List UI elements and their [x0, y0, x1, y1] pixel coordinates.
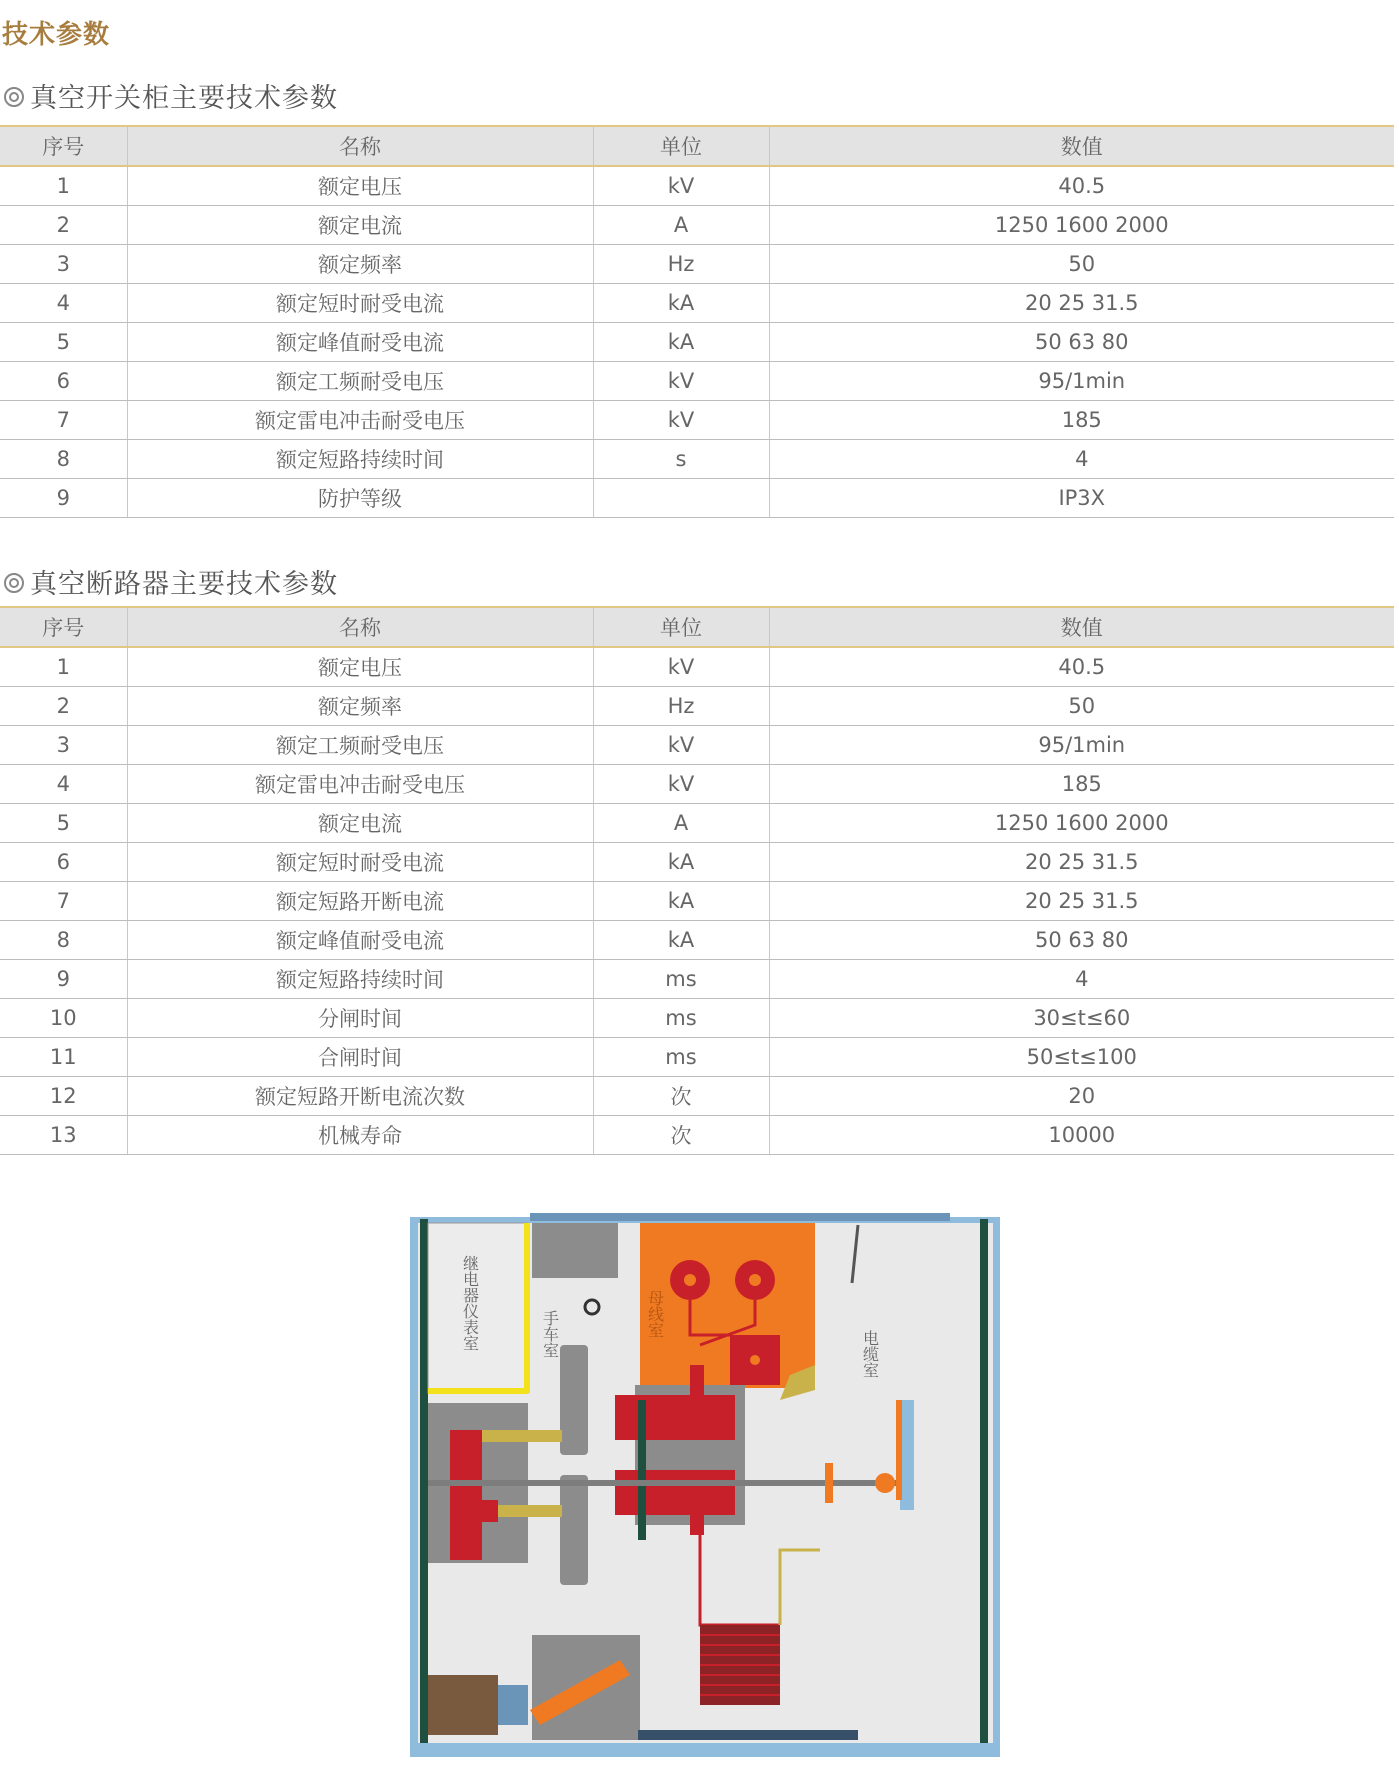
cell-index: 4 — [0, 765, 127, 804]
table-row — [0, 323, 1394, 362]
header-index: 序号 — [0, 126, 127, 166]
left-frame-bar — [420, 1219, 428, 1743]
table-row — [0, 687, 1394, 726]
busbar-core — [750, 1355, 760, 1365]
table-row — [0, 401, 1394, 440]
double-circle-icon — [4, 573, 24, 593]
cell-unit: 次 — [593, 1077, 769, 1116]
table-header-row — [0, 126, 1394, 166]
cell-unit: kA — [593, 921, 769, 960]
cell-value: 20 — [769, 1077, 1394, 1116]
cell-value: 185 — [769, 765, 1394, 804]
table-row — [0, 960, 1394, 999]
cell-name: 额定短路持续时间 — [127, 960, 593, 999]
table-row — [0, 765, 1394, 804]
cable-room-bracket — [900, 1400, 914, 1510]
conductor — [450, 1430, 482, 1560]
cell-index: 9 — [0, 479, 127, 518]
table-row — [0, 479, 1394, 518]
header-name: 名称 — [127, 607, 593, 647]
cell-unit: kA — [593, 843, 769, 882]
partition — [638, 1400, 646, 1540]
breaker-pole — [560, 1345, 588, 1455]
cell-name: 合闸时间 — [127, 1038, 593, 1077]
cell-name: 额定短路开断电流次数 — [127, 1077, 593, 1116]
busbar-room — [640, 1223, 815, 1388]
table-row — [0, 921, 1394, 960]
cell-index: 6 — [0, 362, 127, 401]
cell-index: 3 — [0, 245, 127, 284]
contact-arm — [482, 1430, 562, 1442]
floor-rail — [638, 1730, 858, 1740]
label-cable-room: 电缆室 — [860, 1330, 880, 1378]
cell-value: IP3X — [769, 479, 1394, 518]
cell-index: 1 — [0, 647, 127, 687]
cell-unit: Hz — [593, 245, 769, 284]
cell-name: 额定峰值耐受电流 — [127, 323, 593, 362]
cell-name: 额定雷电冲击耐受电压 — [127, 765, 593, 804]
table-row — [0, 726, 1394, 765]
header-unit: 单位 — [593, 126, 769, 166]
table-row — [0, 440, 1394, 479]
page-heading: 技术参数 — [2, 20, 111, 50]
table-row — [0, 647, 1394, 687]
cell-name: 额定峰值耐受电流 — [127, 921, 593, 960]
cell-value: 185 — [769, 401, 1394, 440]
relay-room-divider — [428, 1388, 528, 1394]
table-row — [0, 206, 1394, 245]
cell-value: 95/1min — [769, 726, 1394, 765]
cell-index: 13 — [0, 1116, 127, 1155]
upper-contact-stem — [690, 1365, 704, 1400]
header-unit: 单位 — [593, 607, 769, 647]
cell-name: 额定工频耐受电压 — [127, 362, 593, 401]
cell-value: 30≤t≤60 — [769, 999, 1394, 1038]
label-relay-room: 继电器仪表室 — [460, 1255, 480, 1351]
cell-value: 95/1min — [769, 362, 1394, 401]
cell-name: 额定雷电冲击耐受电压 — [127, 401, 593, 440]
table-row — [0, 166, 1394, 206]
cell-value: 50 63 80 — [769, 921, 1394, 960]
cell-unit: s — [593, 440, 769, 479]
cell-value: 4 — [769, 440, 1394, 479]
cell-unit: kA — [593, 882, 769, 921]
cell-name: 额定工频耐受电压 — [127, 726, 593, 765]
cell-index: 5 — [0, 804, 127, 843]
cell-index: 4 — [0, 284, 127, 323]
transformer-windings — [700, 1635, 780, 1695]
cable-room-rail — [896, 1400, 902, 1500]
base-compartment — [428, 1675, 498, 1735]
conductor — [482, 1500, 498, 1522]
cell-name: 分闸时间 — [127, 999, 593, 1038]
breaker-spec-table — [0, 606, 1394, 1155]
cell-index: 10 — [0, 999, 127, 1038]
cell-unit: kV — [593, 726, 769, 765]
header-value: 数值 — [769, 126, 1394, 166]
cell-index: 3 — [0, 726, 127, 765]
cell-value: 1250 1600 2000 — [769, 804, 1394, 843]
top-plate — [650, 1213, 950, 1221]
breaker-pole — [560, 1475, 588, 1585]
cell-unit: ms — [593, 1038, 769, 1077]
cell-value: 4 — [769, 960, 1394, 999]
cell-unit: kV — [593, 362, 769, 401]
cell-index: 8 — [0, 921, 127, 960]
lower-contact-stem — [690, 1510, 704, 1535]
cell-value: 50≤t≤100 — [769, 1038, 1394, 1077]
cell-name: 额定电压 — [127, 166, 593, 206]
cell-index: 7 — [0, 882, 127, 921]
cell-unit: ms — [593, 999, 769, 1038]
cell-value: 50 — [769, 245, 1394, 284]
table-header-row — [0, 607, 1394, 647]
header-index: 序号 — [0, 607, 127, 647]
right-frame-bar — [980, 1219, 988, 1743]
busbar-core — [684, 1274, 696, 1286]
cell-name: 额定短时耐受电流 — [127, 284, 593, 323]
cell-index: 11 — [0, 1038, 127, 1077]
cell-unit: kA — [593, 284, 769, 323]
section-title-text: 真空开关柜主要技术参数 — [30, 83, 338, 114]
cell-value: 40.5 — [769, 166, 1394, 206]
cell-name: 额定短时耐受电流 — [127, 843, 593, 882]
shaft-end — [875, 1473, 895, 1493]
cell-value: 1250 1600 2000 — [769, 206, 1394, 245]
table-row — [0, 882, 1394, 921]
cell-name: 机械寿命 — [127, 1116, 593, 1155]
cell-index: 9 — [0, 960, 127, 999]
cell-name: 额定电压 — [127, 647, 593, 687]
cell-unit: kV — [593, 401, 769, 440]
cell-unit: ms — [593, 960, 769, 999]
busbar-core — [749, 1274, 761, 1286]
header-name: 名称 — [127, 126, 593, 166]
handcart-top-block — [532, 1223, 618, 1278]
cell-name: 额定频率 — [127, 245, 593, 284]
cell-value: 40.5 — [769, 647, 1394, 687]
section-title-text: 真空断路器主要技术参数 — [30, 569, 338, 600]
cell-index: 7 — [0, 401, 127, 440]
switchgear-spec-table — [0, 125, 1394, 518]
cell-index: 2 — [0, 687, 127, 726]
cell-value: 50 — [769, 687, 1394, 726]
switchgear-cross-section-diagram — [400, 1205, 1010, 1765]
cell-name: 额定短路开断电流 — [127, 882, 593, 921]
table-row — [0, 1038, 1394, 1077]
table-row — [0, 245, 1394, 284]
cell-name: 额定电流 — [127, 804, 593, 843]
cell-unit: kV — [593, 166, 769, 206]
cell-value: 20 25 31.5 — [769, 843, 1394, 882]
top-plate — [530, 1213, 650, 1221]
table-row — [0, 804, 1394, 843]
cell-name: 额定短路持续时间 — [127, 440, 593, 479]
cell-index: 1 — [0, 166, 127, 206]
cell-unit: Hz — [593, 687, 769, 726]
base-panel — [498, 1685, 528, 1725]
relay-room-edge — [524, 1223, 530, 1393]
cell-index: 2 — [0, 206, 127, 245]
cell-unit: kV — [593, 647, 769, 687]
cell-index: 12 — [0, 1077, 127, 1116]
table-row — [0, 999, 1394, 1038]
label-busbar-room: 母线室 — [645, 1290, 665, 1338]
shaft-handle — [825, 1463, 833, 1503]
label-handcart-room: 手车室 — [540, 1310, 560, 1358]
cell-value: 20 25 31.5 — [769, 284, 1394, 323]
cell-unit: kV — [593, 765, 769, 804]
cell-unit: 次 — [593, 1116, 769, 1155]
cell-unit — [593, 479, 769, 518]
cell-index: 6 — [0, 843, 127, 882]
cell-name: 额定频率 — [127, 687, 593, 726]
cell-unit: kA — [593, 323, 769, 362]
section-title-breaker — [4, 562, 338, 601]
upper-contact — [615, 1395, 735, 1440]
cell-unit: A — [593, 206, 769, 245]
cell-value: 20 25 31.5 — [769, 882, 1394, 921]
cell-unit: A — [593, 804, 769, 843]
double-circle-icon — [4, 87, 24, 107]
lower-contact — [615, 1470, 735, 1515]
table-row — [0, 1116, 1394, 1155]
cell-index: 5 — [0, 323, 127, 362]
cell-index: 8 — [0, 440, 127, 479]
table-row — [0, 843, 1394, 882]
cell-value: 10000 — [769, 1116, 1394, 1155]
table-row — [0, 362, 1394, 401]
section-title-switchgear — [4, 76, 338, 115]
cell-name: 额定电流 — [127, 206, 593, 245]
cell-name: 防护等级 — [127, 479, 593, 518]
table-row — [0, 1077, 1394, 1116]
table-row — [0, 284, 1394, 323]
cell-value: 50 63 80 — [769, 323, 1394, 362]
header-value: 数值 — [769, 607, 1394, 647]
